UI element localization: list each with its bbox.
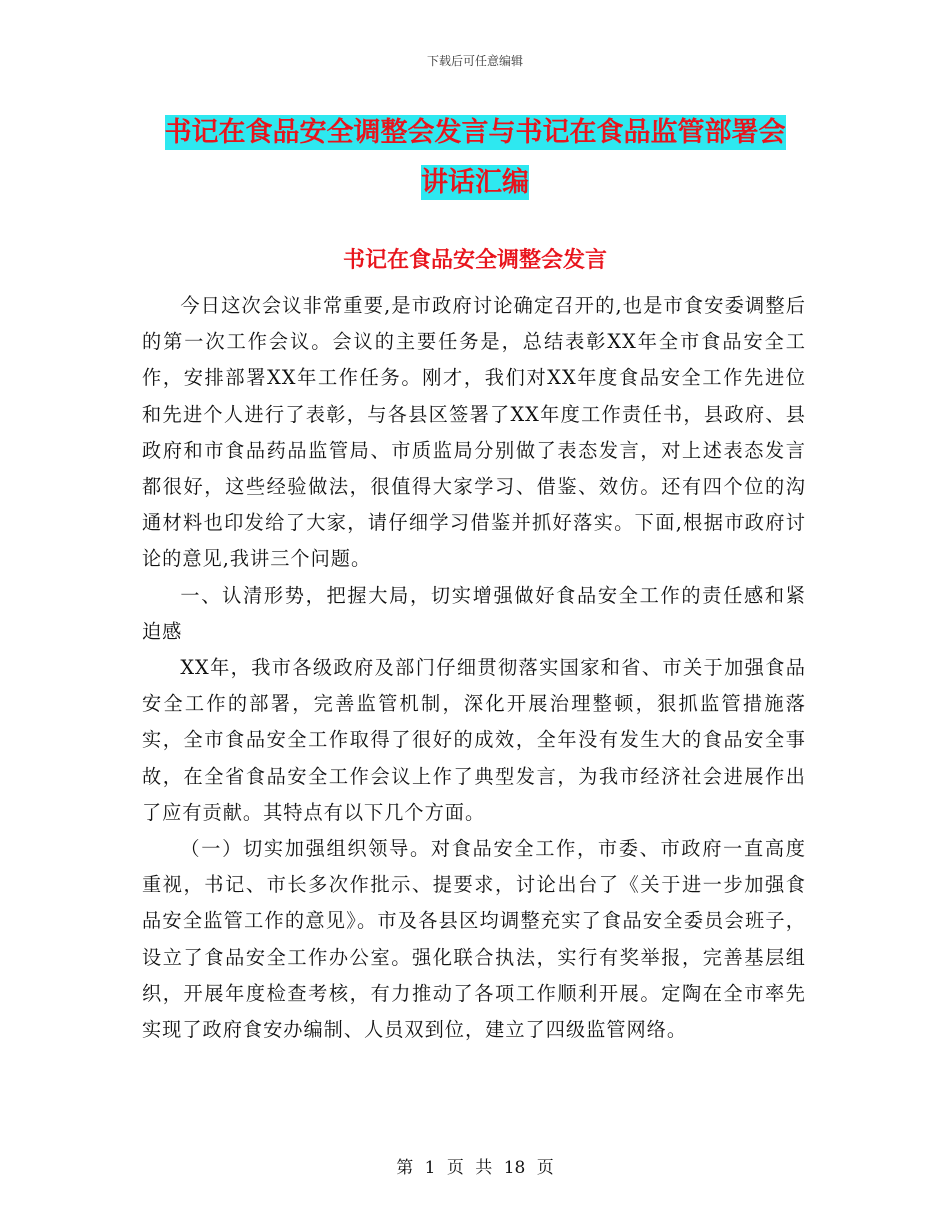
section-title: 书记在食品安全调整会发言 (342, 248, 607, 273)
page-number: 第 1 页 共 18 页 (396, 1158, 554, 1178)
header-note: 下载后可任意编辑 (426, 54, 523, 68)
paragraph: XX年，我市各级政府及部门仔细贯彻落实国家和省、市关于加强食品安全工作的部署，完善监管机制，深化开展治理整顿，狠抓监管措施落实，全市食品安全工作取得了很好的成效，全年没有发生大的食品安全事故，在全省食品安全工作会议上作了典型发言，为我市经济社会进展作出了应有贡献。其特点有以下几个方面。 (142, 656, 806, 824)
title-line-1: 书记在食品安全调整会发言与书记在食品监管部署会 (164, 117, 786, 148)
title-line-2: 讲话汇编 (421, 167, 529, 198)
document-title (0, 108, 950, 208)
paragraph: 一、认清形势，把握大局，切实增强做好食品安全工作的责任感和紧迫感 (142, 583, 806, 643)
paragraph: （一）切实加强组织领导。对食品安全工作，市委、市政府一直高度重视，书记、市长多次作批示、提要求，讨论出台了《关于进一步加强食品安全监管工作的意见》。市及各县区均调整充实了食品安全委员会班子，设立了食品安全工作办公室。强化联合执法，实行有奖举报，完善基层组织，开展年度检查考核，有力推动了各项工作顺利开展。定陶在全市率先实现了政府食安办编制、人员双到位，建立了四级监管网络。 (142, 837, 806, 1042)
paragraph: 今日这次会议非常重要,是市政府讨论确定召开的,也是市食安委调整后的第一次工作会议。会议的主要任务是，总结表彰XX年全市食品安全工作，安排部署XX年工作任务。刚才，我们对XX年度食品安全工作先进位和先进个人进行了表彰，与各县区签署了XX年度工作责任书，县政府、县政府和市食品药品监管局、市质监局分别做了表态发言，对上述表态发言都很好，这些经验做法，很值得大家学习、借鉴、效仿。还有四个位的沟通材料也印发给了大家，请仔细学习借鉴并抓好落实。下面,根据市政府讨论的意见,我讲三个问题。 (142, 294, 806, 571)
document-body (142, 288, 806, 1048)
